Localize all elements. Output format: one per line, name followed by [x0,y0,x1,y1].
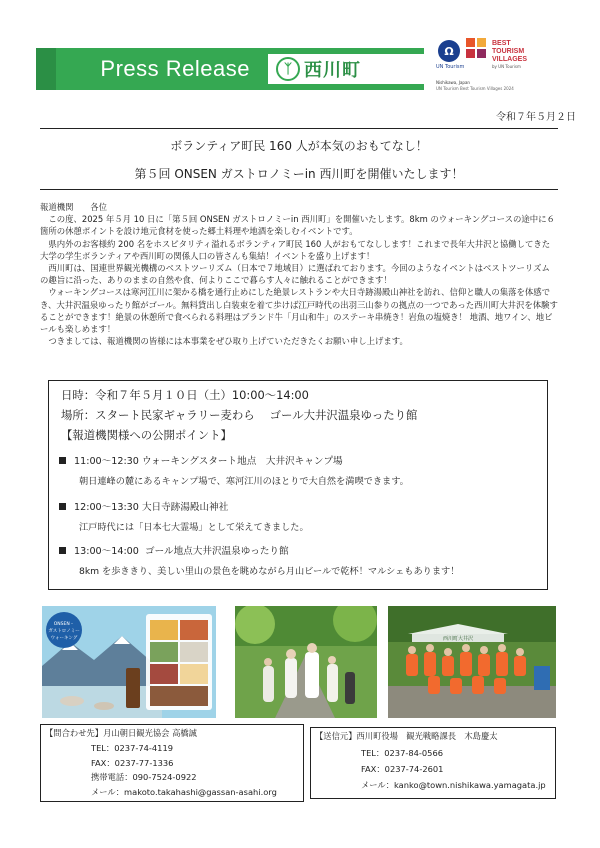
event-poster-photo [42,606,216,718]
contact-mobile: 携帯電話：090-7524-0922 [91,772,197,782]
banner-accent-strip [36,48,56,90]
best-tourism-villages-logo-icon [466,38,488,64]
event-info-box [48,380,548,590]
town-name: 西川町 [304,60,361,81]
title-box [40,128,558,190]
un-tourism-label: UN Tourism [436,64,465,70]
svg-text:ガストロノミー: ガストロノミー [48,629,80,634]
press-release-header [36,48,424,90]
partner-logos [436,36,586,96]
contact-email[interactable]: メール：makoto.takahashi@gassan-asahi.org [91,787,277,797]
logo-note-award: UN Tourism Best Tourism Villages 2024 [436,86,514,91]
contact-label: 【送信元】西川町役場 観光戦略課長 木島慶太 [315,731,498,741]
point-description: 8km を歩ききり、美しい里山の景色を眺めながら月山ビールで乾杯！マルシェもあります！ [79,566,460,577]
point-item: 11:00～12:30 ウォーキングスタート地点 大井沢キャンプ場 [59,453,343,467]
point-description: 江戸時代には「日本七大霊場」として栄えてきました。 [79,522,309,533]
bullet-square-icon [59,503,66,510]
salutation: 報道機関 各位 [40,202,107,212]
point-item: 13:00～14:00 ゴール地点大井沢温泉ゆったり館 [59,543,289,557]
sender-contact-box [310,727,556,799]
contact-email[interactable]: メール：kanko@town.nishikawa.yamagata.jp [361,780,546,790]
event-datetime: 日時：令和７年５月１０日（土）10:00～14:00 [61,388,309,402]
event-place: 場所：スタート民家ギャラリー麦わら ゴール大井沢温泉ゆったり館 [61,408,418,422]
bullet-square-icon [59,457,66,464]
un-tourism-logo-icon: Ω [438,40,460,62]
contact-label: 【問合わせ先】月山朝日観光協会 高橋誠 [45,728,197,738]
svg-text:ウォーキング: ウォーキング [50,636,78,641]
contact-tel: TEL：0237-74-4119 [91,743,174,753]
press-release-banner [36,48,268,90]
volunteers-photo [388,606,556,718]
poster-title: ONSEN・ [53,622,75,627]
bullet-square-icon [59,547,66,554]
contact-tel: TEL：0237-84-0566 [361,748,444,758]
contact-fax: FAX：0237-74-2601 [361,764,444,774]
point-item: 12:00～13:30 大日寺跡湯殿山神社 [59,499,228,513]
paragraph: この度、2025 年５月 10 日に「第５回 ONSEN ガストロノミーin 西川町」を開催いたします。8km のウォーキングコースの途中に６箇所の休憩ポイントを設け地元食材を使った郷土料理や地酒を楽しむイベントです。 [40,214,555,237]
press-release-label: Press Release [100,56,250,81]
inquiry-contact-box [40,724,304,802]
paragraph: ウォーキングコースは寒河江川に架かる橋を通行止めにした絶景レストランや大日寺跡湯殿山神社を訪れ、信仰と職人の集落を体感でき、大井沢温泉ゆったり館がゴール。無料貸出し白装束を着て歩けば江戸時代の出羽三山参りの拠点の一つであった西川町大井沢を体験することができます！絶景の休憩所で食べられる料理はブランド牛「月山和牛」のステーキ串焼き！岩魚の塩焼き！ 地酒、地ワイン、地ビールも楽しめます！ [40,287,558,335]
logo-note-location: Nishikawa, Japan [436,80,470,85]
town-logo [268,48,424,90]
paragraph: 県内外のお客様約 200 名をホスピタリティ溢れるボランティア町民 160 人がおもてなしします！これまで長年大井沢と協働してきた大学の学生ボランティアや西川町の関係人口の皆さんも集結！イベントを盛り上げます！ [40,238,551,261]
btv-by-label: by UN Tourism [492,64,521,69]
btv-wordmark: BEST TOURISM VILLAGES [492,40,528,63]
point-description: 朝日連峰の麓にあるキャンプ場で、寒河江川のほとりで大自然を満喫できます。 [79,476,409,487]
walkers-photo [235,606,377,718]
release-date: 令和７年５月２日 [496,112,576,123]
title-line-2: 第５回 ONSEN ガストロノミーin 西川町を開催いたします！ [134,167,464,181]
title-line-1: ボランティア町民 160 人が本気のおもてなし！ [170,139,428,153]
points-heading: 【報道機関様への公開ポイント】 [61,428,232,442]
town-emblem-icon: ᛉ [276,57,300,81]
paragraph: 西川町は、国連世界観光機構のベストツーリズム（日本で７地域目）に選ばれております。今回のようなイベントはベストツーリズムの趣旨に沿った、ありのままの自然や食、何よりここで暮らす人々に触れることができます！ [40,263,550,286]
paragraph: つきましては、報道機関の皆様には本事業をぜひ取り上げていただきたくお願い申し上げます。 [48,336,408,347]
body-text [40,201,558,347]
contact-fax: FAX：0237-77-1336 [91,758,174,768]
tent-banner: 西川町大井沢 [442,636,474,642]
